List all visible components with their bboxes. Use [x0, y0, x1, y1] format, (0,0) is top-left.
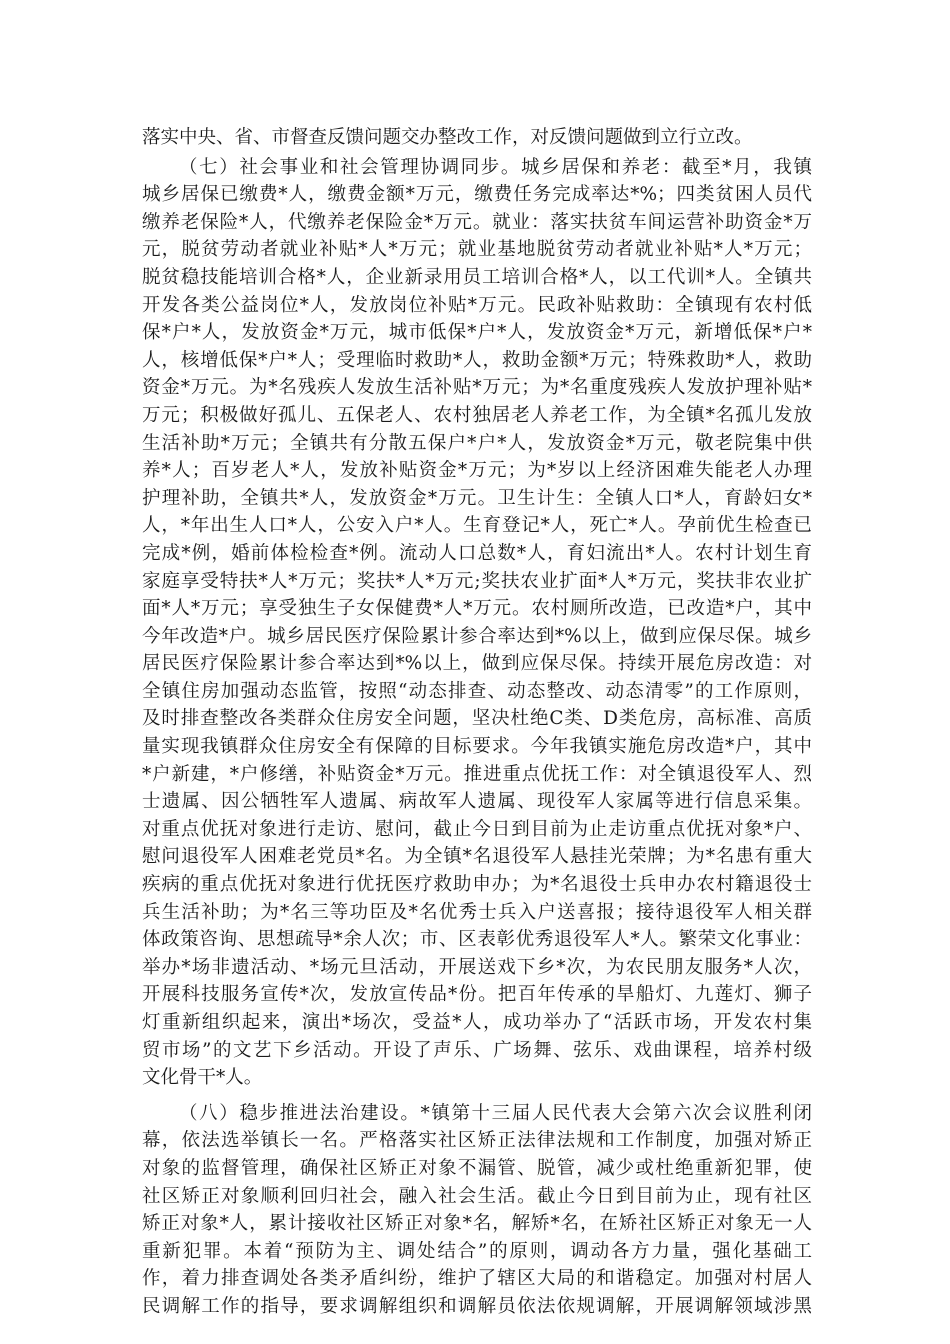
text-line: 城乡居保已缴费*人，缴费金额*万元，缴费任务完成率达*%；四类贫困人员代: [142, 184, 812, 206]
text-line: 体政策咨询、思想疏导*余人次；市、区表彰优秀退役军人*人。繁荣文化事业：: [142, 929, 812, 951]
text-line: 作，着力排查调处各类矛盾纠纷，维护了辖区大局的和谐稳定。加强对村居人: [142, 1268, 812, 1290]
text-line: 疾病的重点优抚对象进行优抚医疗救助申办；为*名退役士兵申办农村籍退役士: [142, 874, 812, 896]
text-line: 人，核增低保*户*人；受理临时救助*人，救助金额*万元；特殊救助*人，救助: [142, 349, 812, 371]
text-line: 贸市场”的文艺下乡活动。开设了声乐、广场舞、弦乐、戏曲课程，培养村级: [142, 1039, 812, 1061]
text-line: 缴养老保险*人，代缴养老保险金*万元。就业：落实扶贫车间运营补助资金*万: [142, 211, 812, 233]
text-line: 面*人*万元；享受独生子女保健费*人*万元。农村厕所改造，已改造*户，其中: [142, 598, 812, 620]
text-line: 对重点优抚对象进行走访、慰问，截止今日到目前为止走访重点优抚对象*户、: [142, 818, 812, 840]
text-line: 完成*例，婚前体检检查*例。流动人口总数*人，育妇流出*人。农村计划生育: [142, 542, 812, 564]
text-line: 养*人；百岁老人*人，发放补贴资金*万元；为*岁以上经济困难失能老人办理: [142, 460, 812, 482]
text-line: 民调解工作的指导，要求调解组织和调解员依法依规调解，开展调解领域涉黑: [142, 1295, 812, 1317]
paragraph-section-8: [142, 1100, 812, 1321]
text-line: 文化骨干*人。: [142, 1067, 263, 1089]
text-line: 全镇住房加强动态监管，按照“动态排查、动态整改、动态清零”的工作原则，: [142, 680, 812, 702]
text-line: 慰问退役军人困难老党员*名。为全镇*名退役军人悬挂光荣牌；为*名患有重大: [142, 846, 812, 868]
text-line: 开展科技服务宣传*次，发放宣传品*份。把百年传承的旱船灯、九莲灯、狮子: [142, 984, 812, 1006]
text-line: 万元；积极做好孤儿、五保老人、农村独居老人养老工作，为全镇*名孤儿发放: [142, 404, 812, 426]
text-line: 兵生活补助；为*名三等功臣及*名优秀士兵入户送喜报；接待退役军人相关群: [142, 901, 812, 923]
text-line: 居民医疗保险累计参合率达到*%以上，做到应保尽保。持续开展危房改造：对: [142, 653, 812, 675]
text-line: 资金*万元。为*名残疾人发放生活补贴*万元；为*名重度残疾人发放护理补贴*: [142, 377, 812, 399]
text-line: 人，*年出生人口*人，公安入户*人。生育登记*人，死亡*人。孕前优生检查已: [142, 515, 812, 537]
paragraph-continuation: [142, 124, 812, 152]
text-line: 保*户*人，发放资金*万元，城市低保*户*人，发放资金*万元，新增低保*户*: [142, 322, 812, 344]
text-line: 灯重新组织起来，演出*场次，受益*人，成功举办了“活跃市场，开发农村集: [142, 1012, 812, 1033]
section-heading-line: （七）社会事业和社会管理协调同步。城乡居保和养老：截至*月，我镇: [179, 156, 812, 178]
text-line: *户新建，*户修缮，补贴资金*万元。推进重点优抚工作：对全镇退役军人、烈: [142, 763, 812, 785]
text-line: 生活补助*万元；全镇共有分散五保户*户*人，发放资金*万元，敬老院集中供: [142, 432, 812, 454]
text-line: 对象的监督管理，确保社区矫正对象不漏管、脱管，减少或杜绝重新犯罪，使: [142, 1157, 812, 1179]
text-line: 矫正对象*人，累计接收社区矫正对象*名，解矫*名，在矫社区矫正对象无一人: [142, 1213, 812, 1235]
text-line: 举办*场非遗活动、*场元旦活动，开展送戏下乡*次，为农民朋友服务*人次，: [142, 956, 812, 978]
section-heading-line: （八）稳步推进法治建设。*镇第十三届人民代表大会第六次会议胜利闭: [179, 1102, 812, 1124]
text-line: 落实中央、省、市督查反馈问题交办整改工作，对反馈问题做到立行立改。: [142, 127, 753, 148]
text-line: 今年改造*户。城乡居民医疗保险累计参合率达到*%以上，做到应保尽保。城乡: [142, 625, 812, 647]
text-line: 幕，依法选举镇长一名。严格落实社区矫正法律法规和工作制度，加强对矫正: [142, 1130, 812, 1152]
text-line: 士遗属、因公牺牲军人遗属、病故军人遗属、现役军人家属等进行信息采集。: [142, 791, 812, 813]
text-line: 脱贫稳技能培训合格*人，企业新录用员工培训合格*人，以工代训*人。全镇共: [142, 266, 812, 288]
text-line: 量实现我镇群众住房安全有保障的目标要求。今年我镇实施危房改造*户，其中: [142, 736, 812, 758]
paragraph-section-7: [142, 154, 812, 1092]
text-line: 家庭享受特扶*人*万元；奖扶*人*万元;奖扶农业扩面*人*万元，奖扶非农业扩: [142, 570, 812, 592]
document-body: [142, 124, 812, 1321]
text-line: 及时排查整改各类群众住房安全问题，坚决杜绝C类、D类危房，高标准、高质: [142, 708, 812, 730]
text-line: 护理补助，全镇共*人，发放资金*万元。卫生计生：全镇人口*人，育龄妇女*: [142, 487, 812, 509]
text-line: 社区矫正对象顺利回归社会，融入社会生活。截止今日到目前为止，现有社区: [142, 1185, 812, 1207]
text-line: 重新犯罪。本着“预防为主、调处结合”的原则，调动各方力量，强化基础工: [142, 1240, 812, 1262]
text-line: 元，脱贫劳动者就业补贴*人*万元；就业基地脱贫劳动者就业补贴*人*万元；: [142, 239, 812, 261]
text-line: 开发各类公益岗位*人，发放岗位补贴*万元。民政补贴救助：全镇现有农村低: [142, 294, 812, 316]
